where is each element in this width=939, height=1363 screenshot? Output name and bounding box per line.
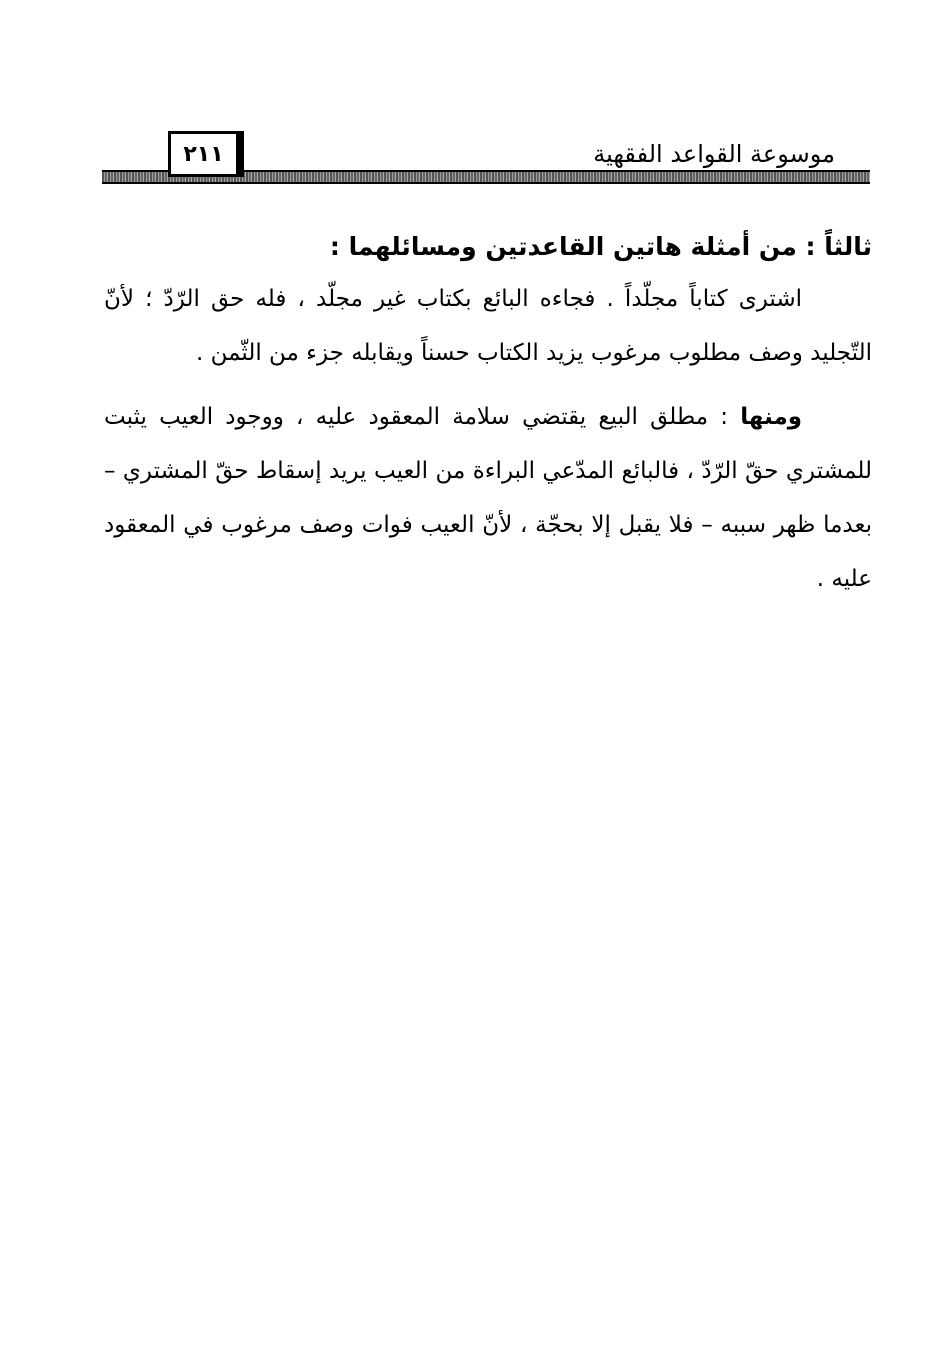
paragraph-1: اشترى كتاباً مجلّداً . فجاءه البائع بكتاب غير مجلّد ، فله حق الرّدّ ؛ لأنّ التّجليد وصف مطلوب مرغوب يزيد الكتاب حسناً ويقابله جزء من الثّمن . — [104, 286, 872, 366]
page-number: ٢١١ — [168, 131, 244, 177]
paragraph-2-lead: ومنها — [740, 404, 802, 430]
section-heading: ثالثاً : من أمثلة هاتين القاعدتين ومسائلهما : — [329, 232, 872, 261]
running-title: موسوعة القواعد الفقهية — [593, 140, 835, 168]
paragraph-2 — [104, 390, 872, 606]
paragraph-2-text: : مطلق البيع يقتضي سلامة المعقود عليه ، ووجود العيب يثبت للمشتري حقّ الرّدّ ، فالبائع المدّعي البراءة من العيب يريد إسقاط حقّ المشتري – بعدما ظهر سببه – فلا يقبل إلا بحجّة ، لأنّ العيب فوات وصف مرغوب في المعقود عليه . — [104, 404, 872, 592]
page-header — [0, 0, 939, 200]
page-body — [104, 222, 872, 606]
